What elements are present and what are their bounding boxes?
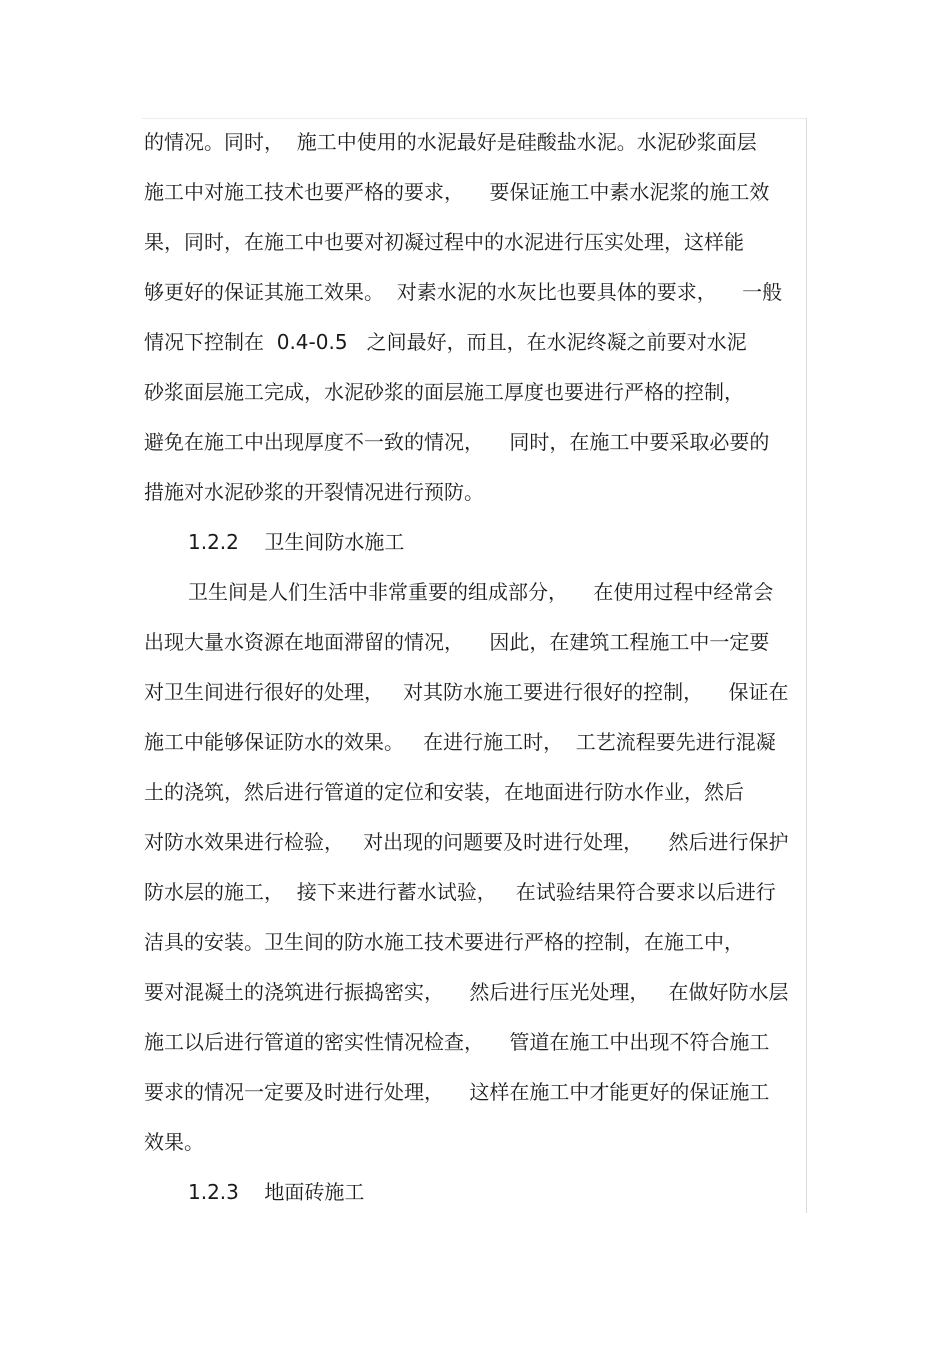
- text-line: 的情况。同时， 施工中使用的水泥最好是硅酸盐水泥。水泥砂浆面层: [144, 130, 757, 154]
- text-line: 措施对水泥砂浆的开裂情况进行预防。: [144, 480, 484, 504]
- text-line: 情况下控制在 0.4-0.5 之间最好，而且，在水泥终凝之前要对水泥: [144, 330, 747, 354]
- text-line: 防水层的施工， 接下来进行蓄水试验， 在试验结果符合要求以后进行: [144, 880, 776, 904]
- section-heading-1-2-2: 1.2.2 卫生间防水施工: [188, 530, 405, 554]
- text-line: 效果。: [144, 1130, 204, 1154]
- text-line: 要求的情况一定要及时进行处理， 这样在施工中才能更好的保证施工: [144, 1080, 770, 1104]
- text-line: 出现大量水资源在地面滞留的情况， 因此，在建筑工程施工中一定要: [144, 630, 770, 654]
- paragraph-first-line: 卫生间是人们生活中非常重要的组成部分， 在使用过程中经常会: [188, 580, 774, 604]
- text-line: 洁具的安装。卫生间的防水施工技术要进行严格的控制，在施工中，: [144, 930, 744, 954]
- text-line: 施工中对施工技术也要严格的要求， 要保证施工中素水泥浆的施工效: [144, 180, 770, 204]
- text-line: 对卫生间进行很好的处理， 对其防水施工要进行很好的控制， 保证在: [144, 680, 789, 704]
- text-line: 要对混凝土的浇筑进行振捣密实， 然后进行压光处理， 在做好防水层: [144, 980, 789, 1004]
- text-line: 砂浆面层施工完成，水泥砂浆的面层施工厚度也要进行严格的控制，: [144, 380, 744, 404]
- section-heading-1-2-3: 1.2.3 地面砖施工: [188, 1180, 365, 1204]
- text-line: 施工中能够保证防水的效果。 在进行施工时， 工艺流程要先进行混凝: [144, 730, 776, 754]
- text-line: 施工以后进行管道的密实性情况检查， 管道在施工中出现不符合施工: [144, 1030, 770, 1054]
- text-line: 果，同时，在施工中也要对初凝过程中的水泥进行压实处理，这样能: [144, 230, 744, 254]
- text-line: 避免在施工中出现厚度不一致的情况， 同时，在施工中要采取必要的: [144, 430, 770, 454]
- document-body: [144, 117, 810, 1217]
- text-line: 土的浇筑，然后进行管道的定位和安装，在地面进行防水作业，然后: [144, 780, 744, 804]
- text-line: 对防水效果进行检验， 对出现的问题要及时进行处理， 然后进行保护: [144, 830, 789, 854]
- text-line: 够更好的保证其施工效果。 对素水泥的水灰比也要具体的要求， 一般: [144, 280, 783, 304]
